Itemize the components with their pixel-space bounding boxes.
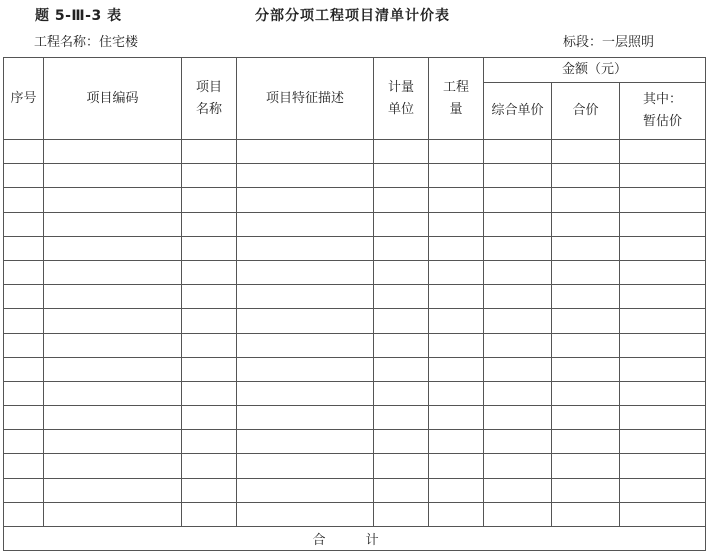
table-cell [182,406,237,430]
table-cell [374,502,429,526]
section-name: 标段：一层照明 [563,35,655,50]
table-cell [4,381,44,405]
table-cell [4,430,44,454]
table-cell [237,454,374,478]
table-row [4,406,706,430]
table-cell [552,478,620,502]
table-cell [4,478,44,502]
table-cell [4,164,44,188]
table-cell [429,406,484,430]
table-cell [484,502,552,526]
col-seq: 序号 [4,58,44,140]
table-cell [237,406,374,430]
table-cell [484,164,552,188]
table-cell [484,260,552,284]
table-cell [484,357,552,381]
table-row [4,357,706,381]
col-code: 项目编码 [44,58,182,140]
table-cell [4,140,44,164]
table-cell [374,164,429,188]
table-cell [620,164,706,188]
table-cell [237,381,374,405]
table-row [4,212,706,236]
table-cell [429,502,484,526]
table-row [4,430,706,454]
table-cell [4,333,44,357]
col-unit [374,58,429,140]
table-cell [44,212,182,236]
table-cell [620,309,706,333]
table-row [4,309,706,333]
table-cell [552,260,620,284]
table-cell [374,454,429,478]
table-cell [4,357,44,381]
table-row [4,140,706,164]
table-cell [484,333,552,357]
table-cell [4,309,44,333]
col-qty-line1: 工程 [442,79,469,95]
table-cell [620,381,706,405]
table-cell [44,381,182,405]
table-cell [237,212,374,236]
table-cell [374,140,429,164]
table-cell [44,260,182,284]
table-cell [182,333,237,357]
col-estimate [620,83,706,140]
table-cell [374,357,429,381]
table-cell [429,381,484,405]
table-cell [620,430,706,454]
table-cell [374,478,429,502]
table-cell [429,140,484,164]
table-cell [429,333,484,357]
table-cell [484,212,552,236]
table-cell [620,285,706,309]
table-cell [484,406,552,430]
table-cell [182,454,237,478]
table-cell [484,309,552,333]
table-cell [182,140,237,164]
col-name [182,58,237,140]
table-cell [237,164,374,188]
table-cell [182,357,237,381]
col-estimate-line1: 其中： [643,92,683,107]
table-cell [182,478,237,502]
table-cell [429,236,484,260]
table-cell [374,430,429,454]
table-row [4,478,706,502]
table-cell [182,260,237,284]
table-cell [182,212,237,236]
table-cell [429,430,484,454]
table-row [4,188,706,212]
table-cell [429,454,484,478]
table-cell [44,140,182,164]
table-cell [237,140,374,164]
table-cell [429,309,484,333]
table-cell [552,357,620,381]
table-row [4,454,706,478]
table-cell [374,285,429,309]
table-cell [182,309,237,333]
table-cell [237,333,374,357]
table-cell [237,357,374,381]
table-cell [620,140,706,164]
table-cell [237,260,374,284]
table-cell [4,502,44,526]
table-cell [552,333,620,357]
table-cell [237,236,374,260]
table-cell [182,381,237,405]
table-cell [374,381,429,405]
table-cell [374,260,429,284]
col-total-price: 合价 [552,83,620,140]
table-cell [620,478,706,502]
table-cell [4,236,44,260]
col-name-line2: 名称 [195,101,222,117]
table-cell [44,502,182,526]
table-cell [620,357,706,381]
table-cell [620,212,706,236]
table-cell [552,454,620,478]
table-cell [484,478,552,502]
table-cell [44,430,182,454]
table-cell [182,236,237,260]
table-cell [484,140,552,164]
table-cell [620,188,706,212]
table-cell [552,164,620,188]
table-cell [620,502,706,526]
total-row: 合 计 [4,527,706,551]
table-cell [552,285,620,309]
col-name-line1: 项目 [195,79,222,95]
table-cell [429,357,484,381]
table-row [4,381,706,405]
problem-id: 题 5-Ⅲ-3 表 [35,8,122,24]
table-cell [237,478,374,502]
table-cell [182,430,237,454]
table-cell [237,188,374,212]
table-cell [374,188,429,212]
table-cell [620,260,706,284]
table-cell [429,188,484,212]
table-cell [44,454,182,478]
table-cell [374,236,429,260]
col-estimate-line2: 暂估价 [643,114,683,129]
table-cell [44,357,182,381]
table-row [4,285,706,309]
table-cell [4,285,44,309]
table-row [4,164,706,188]
table-cell [182,188,237,212]
table-row [4,236,706,260]
table-cell [429,164,484,188]
col-qty-line2: 量 [449,101,463,117]
table-cell [552,309,620,333]
table-cell [374,333,429,357]
table-cell [44,309,182,333]
table-cell [620,236,706,260]
table-cell [374,212,429,236]
table-cell [182,502,237,526]
table-cell [237,285,374,309]
table-cell [484,285,552,309]
table-cell [429,478,484,502]
table-cell [552,188,620,212]
page-title: 分部分项工程项目清单计价表 [255,8,450,24]
table-cell [484,236,552,260]
col-qty [429,58,484,140]
table-cell [552,502,620,526]
table-cell [44,236,182,260]
table-cell [4,260,44,284]
table-cell [237,502,374,526]
table-cell [484,381,552,405]
table-cell [552,406,620,430]
table-cell [182,164,237,188]
table-row [4,502,706,526]
table-cell [44,478,182,502]
table-cell [620,333,706,357]
table-cell [4,212,44,236]
table-cell [182,285,237,309]
table-cell [484,188,552,212]
col-desc: 项目特征描述 [237,58,374,140]
table-cell [44,285,182,309]
table-cell [552,381,620,405]
table-cell [374,406,429,430]
table-row [4,333,706,357]
table-cell [552,140,620,164]
col-unit-price: 综合单价 [484,83,552,140]
pricing-table [3,57,706,551]
col-amount-group: 金额（元） [484,58,706,83]
table-cell [552,212,620,236]
table-cell [429,285,484,309]
table-cell [237,309,374,333]
table-cell [374,309,429,333]
table-cell [44,188,182,212]
project-name: 工程名称：住宅楼 [34,35,139,50]
table-cell [4,454,44,478]
table-cell [4,188,44,212]
table-cell [237,430,374,454]
table-cell [44,406,182,430]
col-unit-line2: 单位 [387,101,414,117]
table-cell [620,406,706,430]
table-cell [484,430,552,454]
table-cell [44,333,182,357]
table-cell [552,236,620,260]
table-cell [552,430,620,454]
table-cell [620,454,706,478]
table-cell [429,212,484,236]
table-cell [44,164,182,188]
table-cell [429,260,484,284]
col-unit-line1: 计量 [387,79,414,95]
table-body [4,140,706,527]
table-cell [484,454,552,478]
table-cell [4,406,44,430]
table-row [4,260,706,284]
